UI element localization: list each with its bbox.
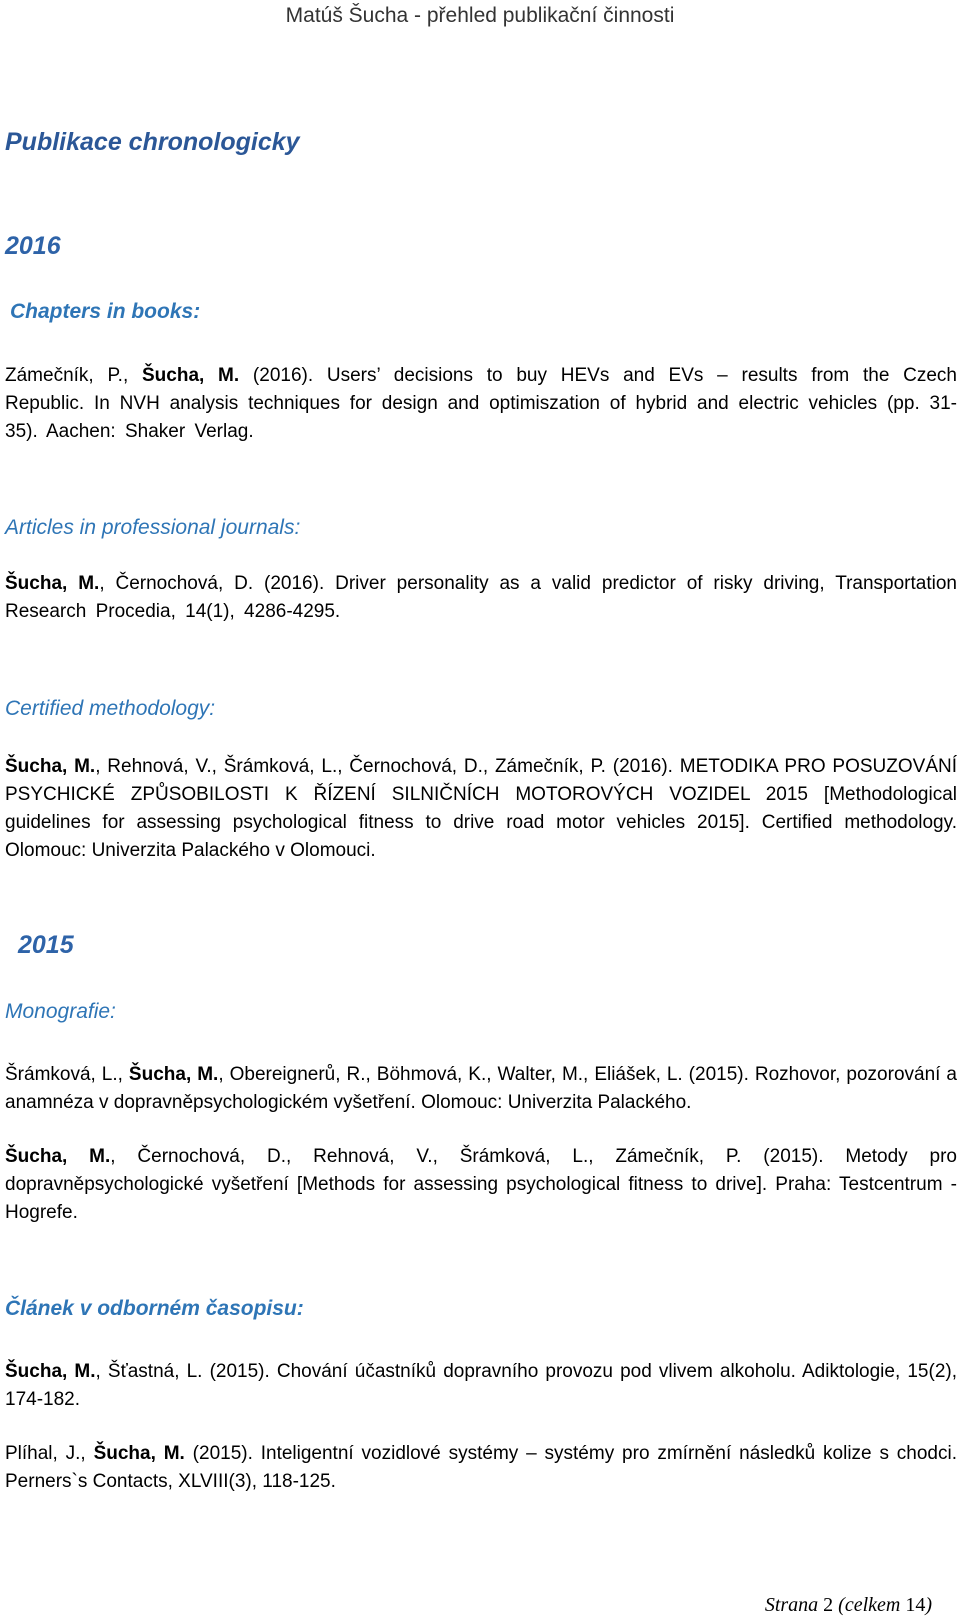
entry-author-highlight: Šucha, M. (142, 365, 240, 386)
entry-author-highlight: Šucha, M. (5, 1361, 96, 1382)
document-title: Publikace chronologicky (5, 128, 300, 156)
publication-entry (5, 1440, 957, 1496)
publication-entry (5, 1143, 957, 1227)
entry-text: (2015). Inteligentní vozidlové systémy – systémy pro zmírnění následků kolize s chodci. Perners`s Contacts, XLVIII(3), 118-125. (5, 1443, 957, 1492)
publication-entry (5, 570, 957, 626)
entry-authors-before: Šrámková, L., (5, 1064, 129, 1085)
entry-text: , Rehnová, V., Šrámková, L., Černochová, D., Zámečník, P. (2016). METODIKA PRO POSUZOVÁNÍ PSYCHICKÉ ZPŮSOBILOSTI K ŘÍZENÍ SILNIČNÍCH MOTOROVÝCH VOZIDEL 2015 [Methodological guidelines for assessing psychological fitness to drive road motor vehicles 2015]. Certified methodology. Olomouc: Univerzita Palackého v Olomouci. (5, 756, 957, 861)
publication-entry (5, 753, 957, 865)
entry-text: , Šťastná, L. (2015). Chování účastníků dopravního provozu pod vlivem alkoholu. Adiktologie, 15(2), 174-182. (5, 1361, 957, 1410)
page-footer (765, 1594, 932, 1617)
entry-author-highlight: Šucha, M. (5, 756, 96, 777)
entry-author-highlight: Šucha, M. (5, 573, 100, 594)
entry-text: , Černochová, D. (2016). Driver personality as a valid predictor of risky driving, Transportation Research Procedia, 14(1), 4286-4295. (5, 573, 957, 622)
section-heading-articles: Articles in professional journals: (5, 516, 301, 539)
entry-author-highlight: Šucha, M. (93, 1443, 185, 1464)
footer-total-pages: 14 (905, 1594, 926, 1616)
year-heading-2015: 2015 (18, 931, 74, 959)
entry-authors-before: Plíhal, J., (5, 1443, 94, 1464)
entry-text: , Obereignerů, R., Böhmová, K., Walter, M., Eliášek, L. (2015). Rozhovor, pozorování a anamnéza v dopravněpsychologickém vyšetření. Olomouc: Univerzita Palackého. (5, 1064, 957, 1113)
section-heading-chapters: Chapters in books: (10, 300, 201, 323)
year-heading-2016: 2016 (5, 232, 61, 260)
page-header: Matúš Šucha - přehled publikační činnosti (285, 4, 675, 27)
footer-strana: Strana (764, 1594, 819, 1616)
entry-author-highlight: Šucha, M. (128, 1064, 219, 1085)
section-heading-monografie: Monografie: (5, 1000, 116, 1023)
footer-page-number: 2 (823, 1594, 834, 1616)
section-heading-clanek: Článek v odborném časopisu: (5, 1297, 304, 1320)
entry-text: (2016). Users’ decisions to buy HEVs and EVs – results from the Czech Republic. In NVH analysis techniques for design and optimiszation of hybrid and electric vehicles (pp. 31-35). Aachen: Shaker Verlag. (5, 365, 957, 442)
footer-celkem: (celkem (838, 1594, 901, 1616)
section-heading-methodology: Certified methodology: (5, 697, 216, 720)
entry-author-highlight: Šucha, M. (5, 1146, 111, 1167)
publication-entry (5, 1358, 957, 1414)
footer-close-paren: ) (925, 1594, 932, 1616)
publication-entry (5, 362, 957, 446)
publication-entry (5, 1061, 957, 1117)
entry-authors-before: Zámečník, P., (5, 365, 142, 386)
entry-text: , Černochová, D., Rehnová, V., Šrámková, L., Zámečník, P. (2015). Metody pro dopravněpsychologické vyšetření [Methods for assessing psychological fitness to drive]. Praha: Testcentrum - Hogrefe. (5, 1146, 957, 1223)
